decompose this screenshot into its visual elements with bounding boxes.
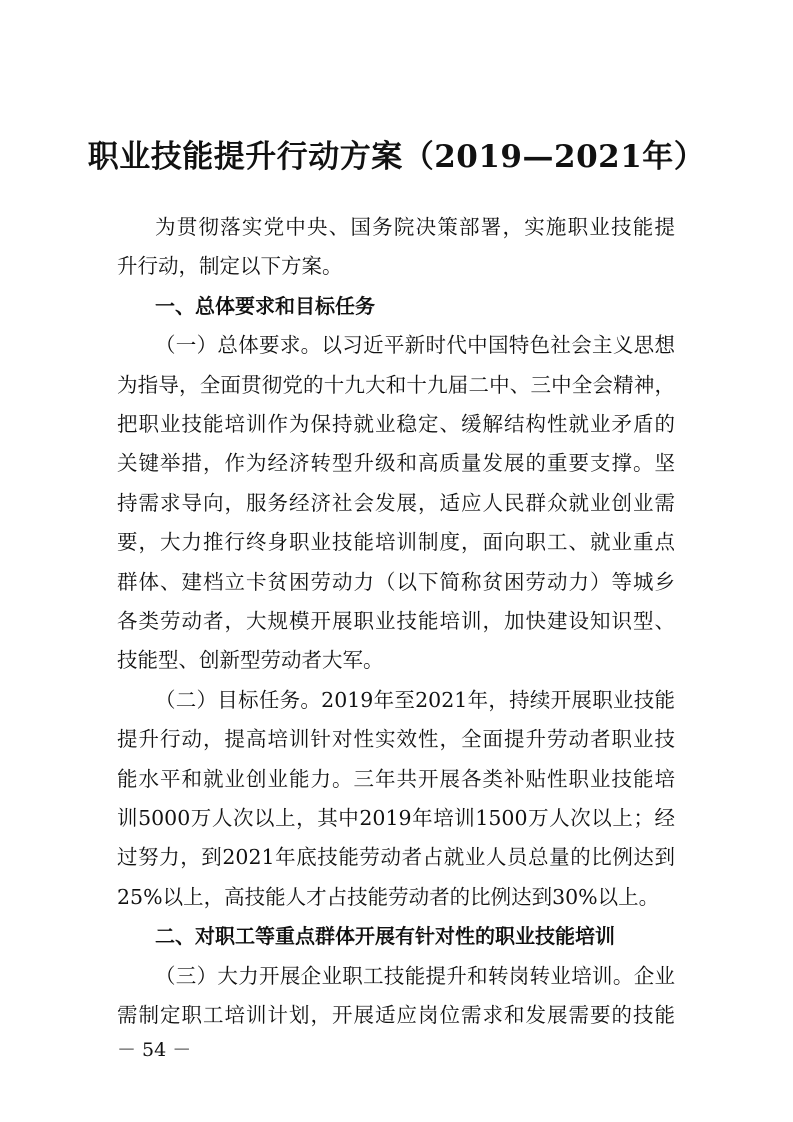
paragraph-line — [155, 685, 675, 715]
paragraph-text: 2019年至2021年，持续开展职业技能 — [321, 688, 675, 712]
paragraph-line: 要，大力推行终身职业技能培训制度，面向职工、就业重点 — [117, 530, 675, 554]
paragraph-line: 群体、建档立卡贫困劳动力（以下简称贫困劳动力）等城乡 — [117, 570, 675, 594]
paragraph-line: 能水平和就业创业能力。三年共开展各类补贴性职业技能培 — [117, 767, 675, 791]
paragraph-line: 训5000万人次以上，其中2019年培训1500万人次以上；经 — [117, 806, 675, 830]
paragraph-line: 各类劳动者，大规模开展职业技能培训，加快建设知识型、 — [117, 609, 675, 633]
paragraph-line: 25%以上，高技能人才占技能劳动者的比例达到30%以上。 — [117, 885, 660, 909]
paragraph-lead: （三）大力开展企业职工技能提升和转岗转业培训。 — [155, 964, 634, 988]
page-title: 职业技能提升行动方案（2019—2021年） — [87, 139, 706, 175]
paragraph-line: 把职业技能培训作为保持就业稳定、缓解结构性就业矛盾的 — [117, 412, 675, 436]
paragraph-line: 关键举措，作为经济转型升级和高质量发展的重要支撑。坚 — [117, 451, 675, 475]
paragraph-line: 持需求导向，服务经济社会发展，适应人民群众就业创业需 — [117, 491, 675, 515]
section-heading: 二、对职工等重点群体开展有针对性的职业技能培训 — [155, 924, 615, 948]
paragraph-line: 需制定职工培训计划，开展适应岗位需求和发展需要的技能 — [117, 1003, 675, 1027]
paragraph-line — [155, 961, 675, 991]
paragraph-lead: （一）总体要求。 — [155, 333, 322, 357]
paragraph-lead: （二）目标任务。 — [155, 688, 322, 712]
paragraph-line: 过努力，到2021年底技能劳动者占就业人员总量的比例达到 — [117, 845, 675, 869]
paragraph-text: 企业 — [633, 964, 675, 988]
intro-line: 升行动，制定以下方案。 — [117, 254, 343, 278]
page-number: － 54 － — [117, 1039, 192, 1061]
paragraph-line: 提升行动，提高培训针对性实效性，全面提升劳动者职业技 — [117, 727, 675, 751]
paragraph-text: 以习近平新时代中国特色社会主义思想 — [321, 333, 675, 357]
paragraph-line: 技能型、创新型劳动者大军。 — [117, 648, 384, 672]
paragraph-line: 为指导，全面贯彻党的十九大和十九届二中、三中全会精神， — [117, 373, 675, 397]
section-heading: 一、总体要求和目标任务 — [155, 294, 375, 318]
paragraph-line — [155, 330, 675, 360]
intro-line: 为贯彻落实党中央、国务院决策部署，实施职业技能提 — [155, 215, 675, 239]
